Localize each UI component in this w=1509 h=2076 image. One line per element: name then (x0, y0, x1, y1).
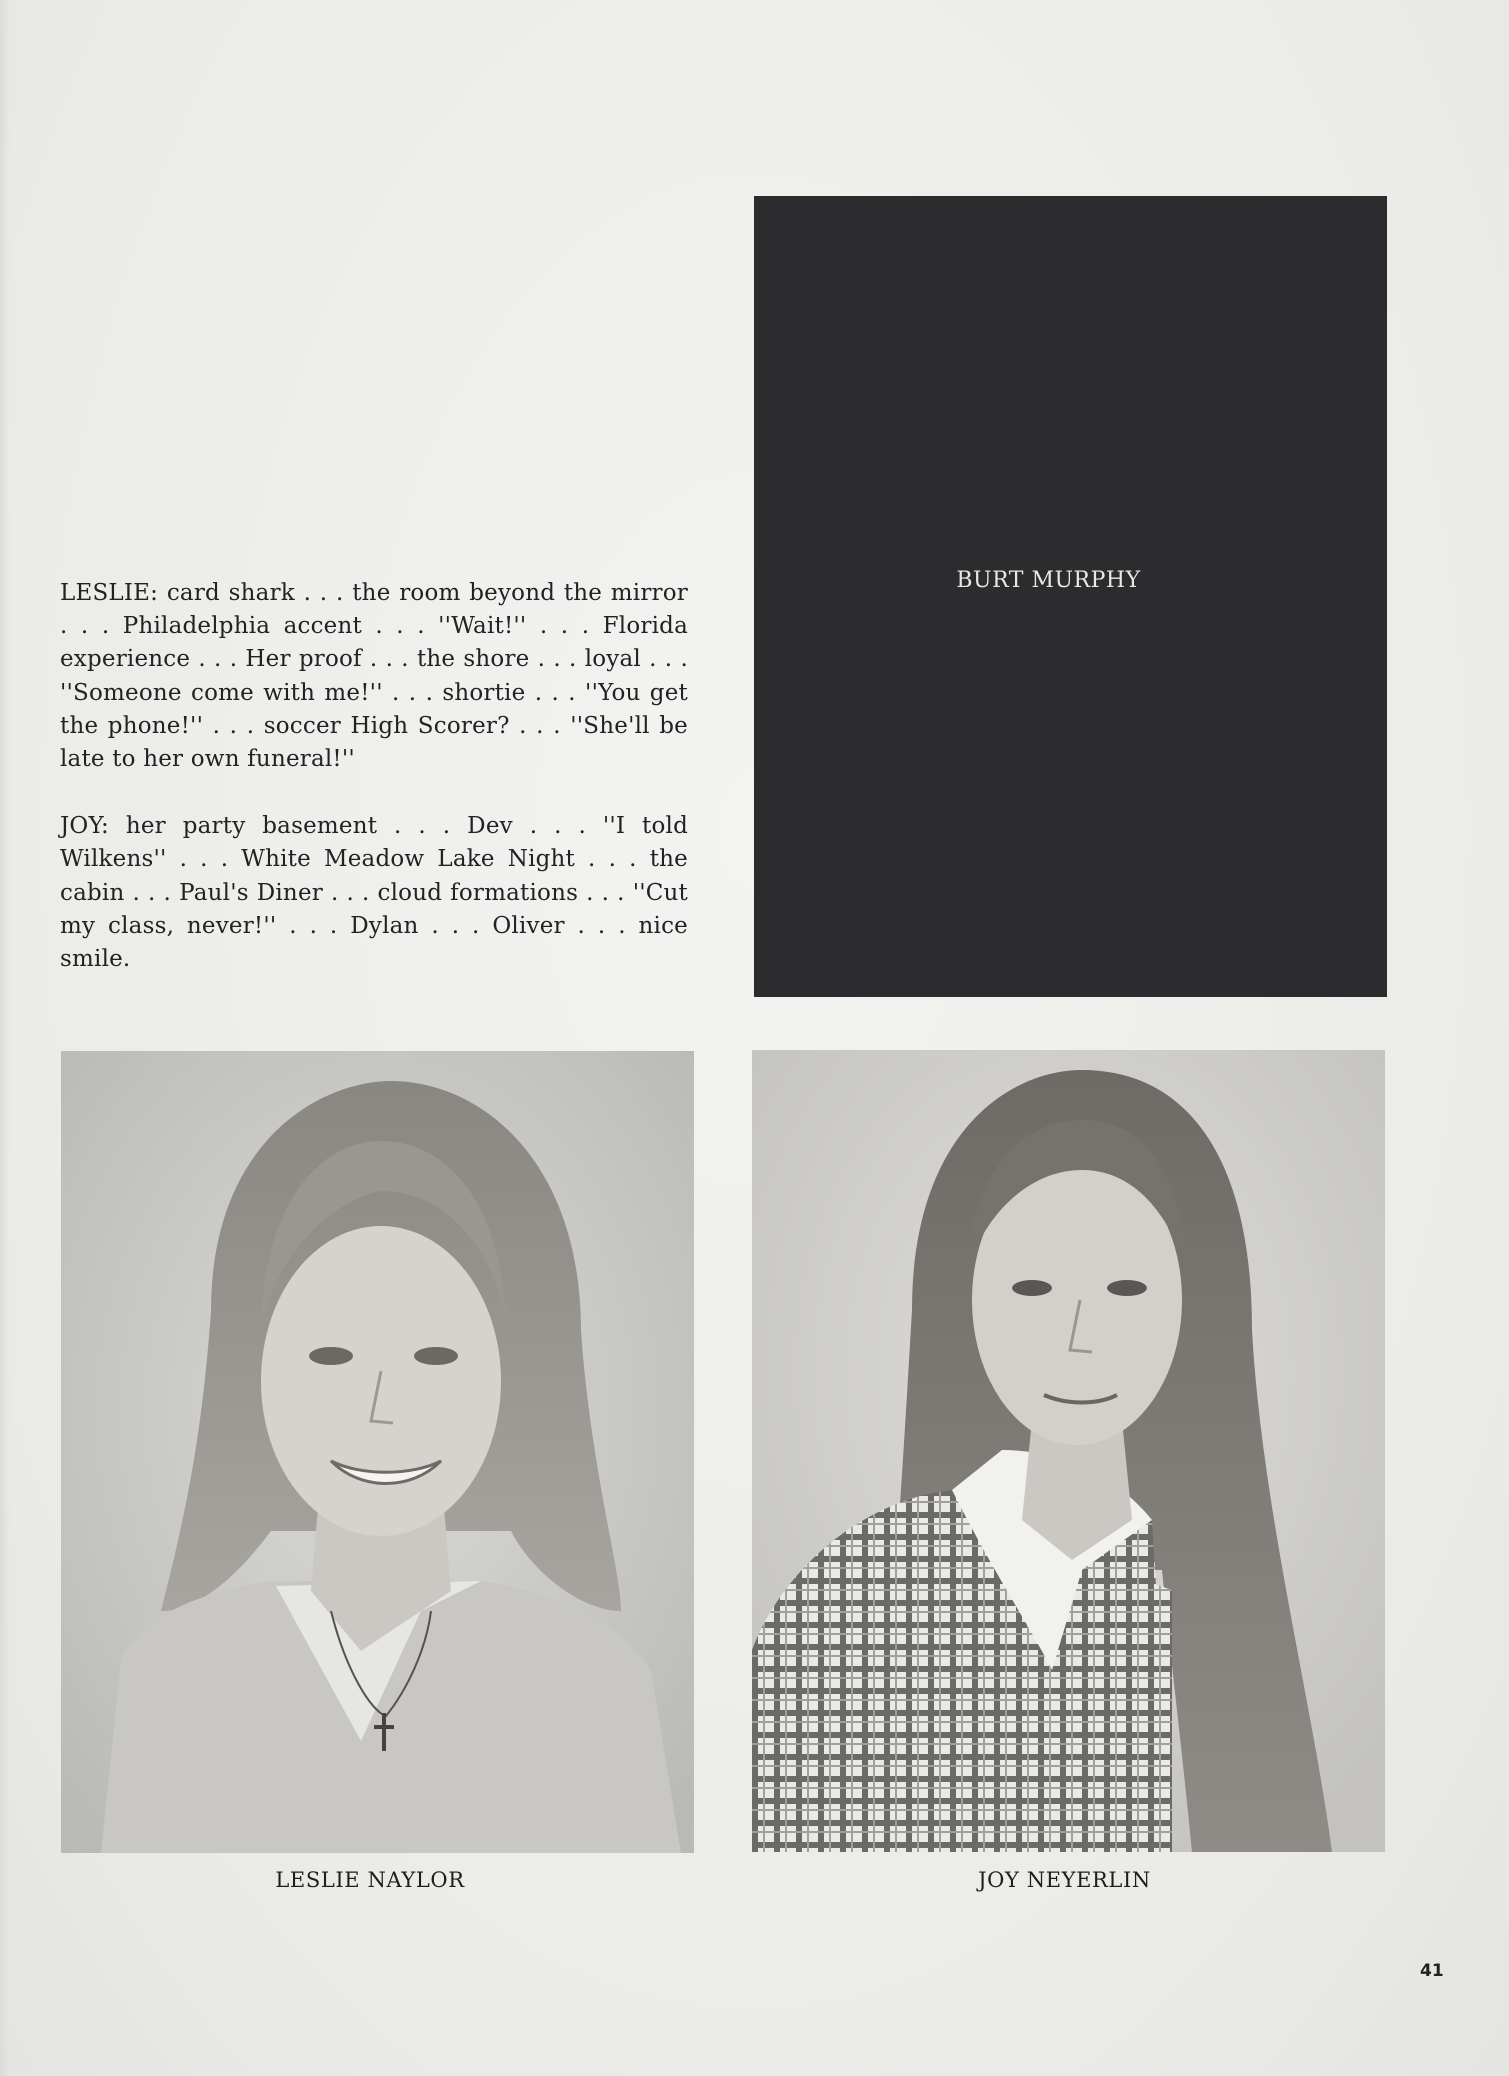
binding-edge (0, 0, 10, 2076)
portrait-photo-right (752, 1050, 1385, 1852)
caption-left: LESLIE NAYLOR (275, 1868, 465, 1892)
bio-joy: JOY: her party basement . . . Dev . . . ''I told Wilkens'' . . . White Meadow Lake Night . . . the cabin . . . Paul's Diner . . . cloud formations . . . ''Cut my class, never!'' . . . Dylan . . . Oliver . . . nice smile. (60, 813, 688, 973)
portrait-illustration-right (752, 1050, 1385, 1852)
page-number: 41 (1420, 1961, 1444, 1981)
caption-right: JOY NEYERLIN (978, 1868, 1151, 1892)
portrait-photo-left (61, 1051, 694, 1853)
bio-leslie: LESLIE: card shark . . . the room beyond the mirror . . . Philadelphia accent . . . ''Wait!'' . . . Florida experience . . . Her proof . . . the shore . . . loyal . . . ''Someone come with me!'' . . . shortie . . . ''You get the phone!'' . . . soccer High Scorer? . . . ''She'll be late to her own funeral!'' (60, 580, 688, 773)
portrait-illustration-left (61, 1051, 694, 1853)
bio-text-block (60, 577, 688, 1010)
no-photo-panel (754, 196, 1387, 997)
no-photo-name: BURT MURPHY (956, 568, 1141, 593)
